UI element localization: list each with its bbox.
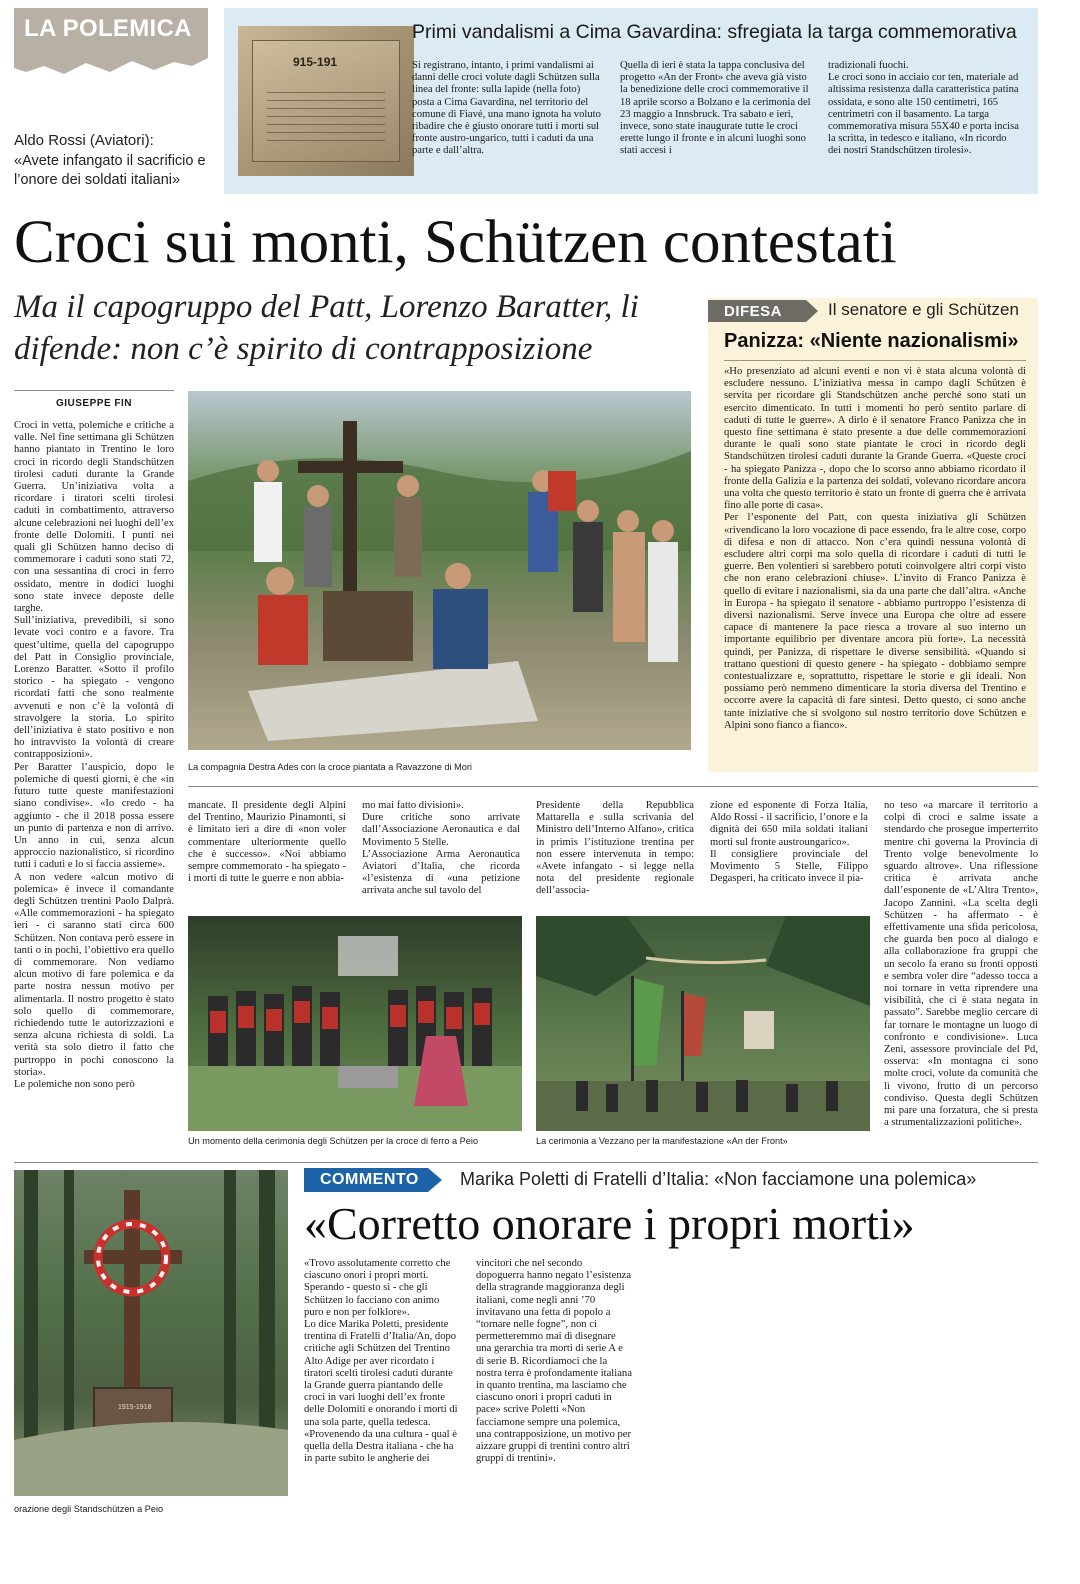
plaque-text: 915-191 bbox=[293, 55, 338, 69]
polemica-quote-text: «Avete infangato il sacrificio e l’onore dei soldati italiani» bbox=[14, 153, 206, 188]
main-headline: Croci sui monti, Schützen contestati bbox=[14, 209, 897, 276]
article-col1: Croci in vetta, polemiche e critiche a valle. Nel fine settimana gli Schützen hanno piantato in Trentino le loro croci in ricordo degli Standschützen tirolesi caduti durante la Grande Guerra. Un’iniziativa volta a ricordare i tiratori scelti tirolesi caduti in combattimento, attraverso alcune celebrazioni nei luoghi dell’ex fronte delle Dolomiti. I punti nei quali gli Schützen hanno deciso di commemorare i caduti sono stati 72, con una sessantina di croci in ferro ossidato, mentre in dodici luoghi sono state invece deposte delle targhe. Sull’iniziativa, prevedibili, si sono levate voci contro e a favore. Tra quest’ultime, quella del capogruppo del Patt in Consiglio provinciale, Lorenzo Baratter. «Sotto il profilo storico - ha spiegato - vengono ricordati fatti che sono realmente avvenuti e non c’è la volontà di stravolgere la storia. Lo spirito dell’iniziativa è stato positivo e non ho intravvisto la volontà di creare contrapposizioni». Per Baratter l’auspicio, dopo le polemiche di questi giorni, è che «in futuro tutte queste manifestazioni siano condivise». «Io credo - ha aggiunto - che il 2018 possa essere un punto di partenza e non di arrivo. Un anno in cui, senza alcun approccio nazionalistico, si ricordino tutti i caduti e lo si faccia assieme». A non vedere «alcun motivo di polemica» è invece il comandante degli Schützen trentini Paolo Dalprà. «Alle commemorazioni - ha spiegato ieri - ci saranno stati circa 600 Schützen. Non contava però essere in tanti o in pochi, l’obiettivo era quello di commemorare. Non vediamo alcun motivo di fare polemica e da parte nostra nessun motivo per alimentarla. Il nostro progetto è stato solo quello di commemorare, richiedendo tutte le autorizzazioni e senza alcuna richiesta di soldi. La verità sta solo dietro il fatto che purtroppo in pochi conoscono la storia». Le polemiche non sono però bbox=[14, 420, 174, 1090]
sidebox-col1: Si registrano, intanto, i primi vandalismi ai danni delle croci volute dagli Schützen sulla linea del fronte: sulla lapide (nella foto) posta a Cima Gavardina, nel territorio del comune di Fiavé, una mano ignota ha voluto ribadire che è giusto onorare tutti i morti sul fronte austro-ungarico, tutti i caduti da una parte e dall’altra. bbox=[412, 60, 601, 157]
cross-photo-caption: orazione degli Standschützen a Peio bbox=[14, 1504, 164, 1514]
difesa-kicker-label: DIFESA bbox=[724, 303, 783, 320]
article-col5: zione ed esponente di Forza Italia, Aldo Rossi - il sacrificio, l’onore e la dignità dei 650 mila soldati italiani morti sul fronte austroungarico». Il consigliere provinciale del Movimento 5 Stelle, Filippo Degasperi, ha criticato invece il pia- bbox=[710, 800, 868, 885]
mid-top-rule bbox=[188, 786, 1038, 787]
vezzano-ceremony-photo bbox=[536, 916, 870, 1131]
mountain-silhouette bbox=[14, 48, 208, 88]
commento-kicker-label: COMMENTO bbox=[320, 1171, 419, 1188]
polemica-label-bar bbox=[14, 8, 208, 48]
vezzano-photo-scene bbox=[536, 916, 870, 1131]
commento-col1: «Trovo assolutamente corretto che ciascuno onori i propri morti. Sperando - questo sì - che gli Schützen lo facciano con animo puro e non per folklore». Lo dice Marika Poletti, presidente trentina di Fratelli d’Italia/An, dopo critiche agli Schützen del Trentino Alto Adige per aver ricordato i tiratori scelti tirolesi caduti durante la Grande guerra piantando delle croci in vari luoghi dell’ex fronte delle Dolomiti e onorando i morti di una sola parte, quella tedesca. «Provenendo da una cultura - qual è quella della Destra italiana - che ha in parte subito le angherie dei bbox=[304, 1258, 458, 1465]
plaque-lines bbox=[267, 85, 385, 145]
plaque-photo bbox=[238, 26, 414, 176]
peio-photo-scene bbox=[188, 916, 522, 1131]
difesa-body: «Ho presenziato ad alcuni eventi e non vi è stata alcuna volontà di escludere nessuno. L’iniziativa messa in campo dagli Schützen è servita per ricordare gli Standschützen anche perché sono stati un esercito dimenticato. In tutti i momenti ho però sentito parlare di caduti di tutte le guerre». A dirlo è il senatore Franco Panizza che in questo fine settimana è stato presente a due delle commemorazioni durante le quali sono state piantate le croci in ricordo degli Standschützen tirolesi caduti durante la Grande Guerra. «Queste croci - ha spiegato Panizza -, dopo che lo scorso anno abbiamo ricordato il fronte della Galizia e la partenza dei soldati, volevano ricordare ancora una volta che questo territorio è stato un fronte di guerra che è arrivata fino alle porte di casa». Per l’esponente del Patt, con questa iniziativa gli Schützen «rivendicano la loro vocazione di pace essendo, fra le altre cose, corpo di difesa e non di attacco. Non c’era quindi nessuna volontà di escludere altri corpi ma solo quella di ricordare i caduti di tutti le guerre. Ben volentieri si sarebbero potuti coinvolgere altri corpi visto che non erano celebrazioni chiuse». L’invito di Franco Panizza è quello di evitare i nazionalismi, sia da una parte che dall’altra. «Anche in Europa - ha spiegato il senatore - abbiamo purtroppo l’esistenza di diversi nazionalismi. Serve invece una Europa che oltre ad essere capace di mantenere la pace riesca a trovare al suo interno un importante equilibrio per diventare ancora più forte». La necessità quindi, per Panizza, di rispettare le diverse sensibilità. «Quando si trattano questioni di questo genere - ha spiegato - dobbiamo sempre contestualizzare e, soprattutto, rispettare le storie e gli ideali. Non possiamo però nemmeno dimenticare la storia diversa del Trentino e occorre avere la capacità di fare sintesi. Detto questo, ci sono anche tante iniziative che si svolgono sul nostro territorio dove Schützen e Alpini sono fianco a fianco». bbox=[724, 366, 1026, 731]
peio-ceremony-photo bbox=[188, 916, 522, 1131]
difesa-title: Panizza: «Niente nazionalismi» bbox=[724, 330, 1019, 352]
article-col3: mo mai fatto divisioni». Dure critiche sono arrivate dall’Associazione Aeronautica e dal Movimento 5 Stelle. L’Associazione Arma Aeronautica Aviatori d’Italia, che ricorda «l’esistenza di «una petizione arrivata anche sul tavolo del bbox=[362, 800, 520, 897]
polemica-label: LA POLEMICA bbox=[24, 15, 192, 42]
plaque bbox=[252, 40, 400, 162]
byline-rule bbox=[14, 390, 174, 391]
commento-kicker bbox=[304, 1168, 442, 1192]
main-photo-caption: La compagnia Destra Ades con la croce piantata a Ravazzone di Mori bbox=[188, 762, 472, 772]
bottom-section-rule bbox=[14, 1162, 1038, 1163]
sidebox-title: Primi vandalismi a Cima Gavardina: sfregiata la targa commemorativa bbox=[412, 21, 1017, 43]
peio-photo-caption: Un momento della cerimonia degli Schützen per la croce di ferro a Peio bbox=[188, 1136, 479, 1146]
commento-title: «Corretto onorare i propri morti» bbox=[304, 1198, 915, 1249]
main-photo-scene bbox=[188, 391, 691, 750]
sidebox-col3: tradizionali fuochi. Le croci sono in acciaio cor ten, materiale ad altissima resistenza dalla caratteristica patina ossidata, e sono alte 150 centimetri, 165 centrimetri con il basamento. La targa commemorativa misura 55X40 e porta incisa la scritta, in tedesco e italiano, «In ricordo dei nostri Standschützen tirolesi». bbox=[828, 60, 1019, 157]
difesa-title-rule bbox=[724, 360, 1026, 361]
article-col6: no teso «a marcare il territorio a colpi di croci e salme issate a stendardo che prosegue imperterrito mentre chi governa la Provincia di Trento volge benevolmente lo sguardo altrove». Una riflessione critica è arrivata anche dall’esponente de «L’Altra Trento», Jacopo Zannini. «La scelta degli Schützen - ha affermato - è effettivamente una sfida pericolosa, che guarda ben poco al dialogo e alla collaborazione fra gruppi che un secolo fa erano su fronti opposti e sembra voler dire “adesso tocca a noi tornare in vetta riprendere una visibilità, che ci è stata negata in passato”. Sarebbe meglio cercare di far tornare le montagne un luogo di confronto e condivisione». Luca Zeni, assessore provinciale del Pd, osserva: «In montagna ci sono molte croci, volute da comunità che lì vivono, frutto di un percorso condiviso. Questa degli Schützen mi pare una forzatura, che si presta a strumentalizzazioni politiche». bbox=[884, 800, 1038, 1129]
main-photo-cross-ravazzone bbox=[188, 391, 691, 750]
vezzano-photo-caption: La cerimonia a Vezzano per la manifestazione «An der Front» bbox=[536, 1136, 788, 1146]
commento-kicker-title: Marika Poletti di Fratelli d’Italia: «Non facciamone una polemica» bbox=[460, 1169, 977, 1189]
cross-peio-photo bbox=[14, 1170, 288, 1496]
difesa-box bbox=[708, 298, 1038, 772]
cross-photo-scene bbox=[14, 1170, 288, 1496]
difesa-kicker bbox=[708, 300, 818, 322]
sub-headline: Ma il capogruppo del Patt, Lorenzo Baratter, li difende: non c’è spirito di contrapposizione bbox=[14, 289, 639, 367]
vandalism-sidebox bbox=[224, 8, 1038, 194]
difesa-kicker-title: Il senatore e gli Schützen bbox=[828, 300, 1019, 319]
article-col4: Presidente della Repubblica Mattarella e sulla scrivania del Ministro dell’Interno Alfano», critica in primis l’istituzione trentina per non essere intervenuta in tempo: «Avete infangato - si legge nella nota del presidente regionale dell’associa- bbox=[536, 800, 694, 897]
cross-plaque-text: 1915-1918 bbox=[118, 1404, 152, 1411]
polemica-quote-author: Aldo Rossi (Aviatori): bbox=[14, 132, 154, 149]
commento-col2: vincitori che nel secondo dopoguerra hanno negato l’esistenza della stragrande maggioranza degli italiani, come negli anni ’70 invitavano una fetta di popolo a “tornare nelle fogne”, non ci permetteremmo mai di disegnare una gerarchia tra morti di serie A e di serie B. Ricordiamoci che la nostra terra è profondamente italiana in quanto trentina, ma lasciamo che ciascuno onori i propri caduti in pace» scrive Poletti «Non facciamone sempre una polemica, una contrapposizione, un motivo per aizzare gruppi di trentini contro altri gruppi di trentini». bbox=[476, 1258, 632, 1465]
article-col2: mancate. Il presidente degli Alpini del Trentino, Maurizio Pinamonti, si è limitato ieri a dire di «non voler commentare ulteriormente quello che è successo». «Noi abbiamo sempre commemorato - ha spiegato - i morti di tutte le guerre e non abbia- bbox=[188, 800, 346, 885]
byline: GIUSEPPE FIN bbox=[55, 398, 132, 409]
sidebox-col2: Quella di ieri è stata la tappa conclusiva del progetto «An der Front» che aveva già visto la benedizione delle croci commemorative il 18 aprile scorso a Bolzano e la cerimonia del 23 maggio a Innsbruck. Tra sabato e ieri, invece, sono state inaugurate tutte le croci erette lungo il fronte e in alcuni luoghi sono stati accesi i bbox=[620, 60, 811, 157]
polemica-box bbox=[14, 8, 208, 194]
